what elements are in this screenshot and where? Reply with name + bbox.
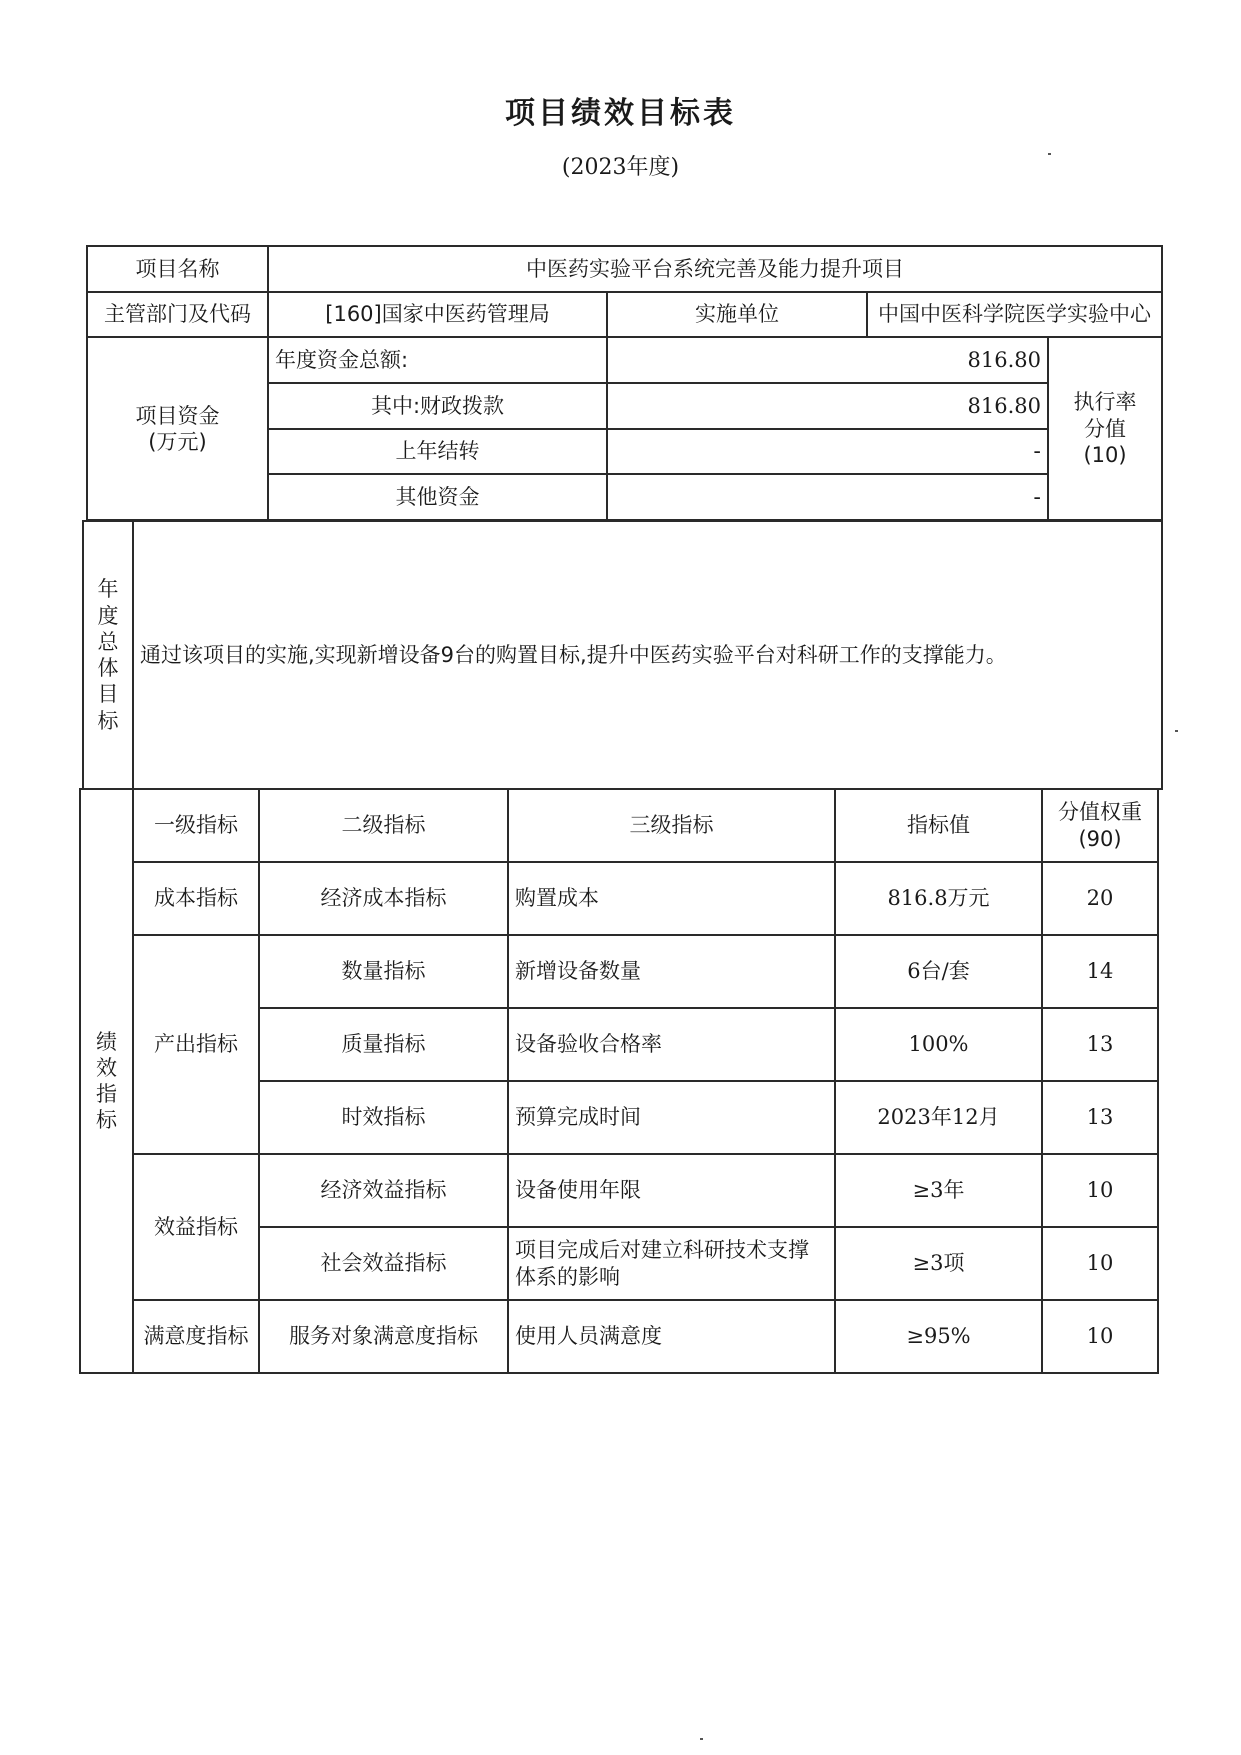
impl-value: 中国中医科学院医学实验中心 xyxy=(867,292,1162,338)
project-info-table xyxy=(86,245,1163,521)
project-name-label: 项目名称 xyxy=(87,246,268,292)
indicators-table xyxy=(79,788,1159,1374)
level3-cell: 购置成本 xyxy=(508,862,835,935)
level2-cell: 经济成本指标 xyxy=(259,862,508,935)
level3-cell: 使用人员满意度 xyxy=(508,1300,835,1373)
level2-cell: 经济效益指标 xyxy=(259,1154,508,1227)
weight-cell: 14 xyxy=(1042,935,1158,1008)
value-cell: 2023年12月 xyxy=(835,1081,1042,1154)
indicators-side-label xyxy=(80,789,133,1373)
page-title: 项目绩效目标表 xyxy=(505,96,736,131)
impl-label: 实施单位 xyxy=(607,292,867,338)
weight-cell: 13 xyxy=(1042,1008,1158,1081)
project-name-value: 中医药实验平台系统完善及能力提升项目 xyxy=(268,246,1162,292)
rate-line2: 分值 xyxy=(1084,416,1127,441)
weight-cell: 10 xyxy=(1042,1300,1158,1373)
group-output: 产出指标 xyxy=(133,935,259,1154)
weight-cell: 13 xyxy=(1042,1081,1158,1154)
scan-speck xyxy=(700,1738,703,1740)
funds-fiscal-label: 其中:财政拨款 xyxy=(268,383,607,429)
header-level1: 一级指标 xyxy=(133,789,259,862)
group-benefit: 效益指标 xyxy=(133,1154,259,1300)
goal-label-char: 年 xyxy=(97,577,119,602)
rate-line1: 执行率 xyxy=(1073,390,1137,415)
side-label-line1: 绩效 xyxy=(96,1029,117,1080)
header-weight-line2: (90) xyxy=(1078,826,1122,851)
value-cell: ≥3项 xyxy=(835,1227,1042,1300)
level3-cell: 预算完成时间 xyxy=(508,1081,835,1154)
goal-label-char: 度 xyxy=(97,603,119,628)
header-weight-line1: 分值权重 xyxy=(1058,800,1142,825)
dept-label: 主管部门及代码 xyxy=(87,292,268,338)
dept-value: [160]国家中医药管理局 xyxy=(268,292,607,338)
funds-total-value: 816.80 xyxy=(607,337,1048,383)
funds-carryover-label: 上年结转 xyxy=(268,429,607,475)
level2-cell: 时效指标 xyxy=(259,1081,508,1154)
funds-other-value: - xyxy=(607,474,1048,520)
group-satisfaction: 满意度指标 xyxy=(133,1300,259,1373)
funds-label-line1: 项目资金 xyxy=(135,403,220,428)
level2-cell: 数量指标 xyxy=(259,935,508,1008)
weight-cell: 20 xyxy=(1042,862,1158,935)
value-cell: ≥3年 xyxy=(835,1154,1042,1227)
funds-label xyxy=(87,337,268,520)
value-cell: 6台/套 xyxy=(835,935,1042,1008)
header-value: 指标值 xyxy=(835,789,1042,862)
level3-cell: 设备验收合格率 xyxy=(508,1008,835,1081)
funds-fiscal-value: 816.80 xyxy=(607,383,1048,429)
funds-other-label: 其他资金 xyxy=(268,474,607,520)
header-level3: 三级指标 xyxy=(508,789,835,862)
group-cost: 成本指标 xyxy=(133,862,259,935)
funds-carryover-value: - xyxy=(607,429,1048,475)
value-cell: 816.8万元 xyxy=(835,862,1042,935)
goal-label-char: 标 xyxy=(97,708,119,733)
table-row xyxy=(80,1154,1158,1227)
value-cell: 100% xyxy=(835,1008,1042,1081)
goal-label-char: 目 xyxy=(97,682,119,707)
level3-cell: 设备使用年限 xyxy=(508,1154,835,1227)
header-weight xyxy=(1042,789,1158,862)
level2-cell: 社会效益指标 xyxy=(259,1227,508,1300)
funds-label-line2: (万元) xyxy=(148,429,207,454)
annual-goal-text: 通过该项目的实施,实现新增设备9台的购置目标,提升中医药实验平台对科研工作的支撑能力。 xyxy=(133,521,1162,789)
execution-rate-score xyxy=(1048,337,1162,520)
level2-cell: 质量指标 xyxy=(259,1008,508,1081)
weight-cell: 10 xyxy=(1042,1227,1158,1300)
page-subtitle: (2023年度) xyxy=(561,155,680,180)
table-row xyxy=(80,1300,1158,1373)
annual-goal-label xyxy=(83,521,133,789)
level3-cell: 新增设备数量 xyxy=(508,935,835,1008)
funds-total-label: 年度资金总额: xyxy=(268,337,607,383)
scan-speck xyxy=(1048,153,1051,155)
level2-cell: 服务对象满意度指标 xyxy=(259,1300,508,1373)
header-level2: 二级指标 xyxy=(259,789,508,862)
table-row xyxy=(80,935,1158,1008)
scan-speck xyxy=(1175,730,1178,732)
annual-goal-table xyxy=(82,520,1163,790)
goal-label-char: 体 xyxy=(97,656,119,680)
weight-cell: 10 xyxy=(1042,1154,1158,1227)
table-row xyxy=(80,862,1158,935)
goal-label-char: 总 xyxy=(97,629,119,654)
level3-cell: 项目完成后对建立科研技术支撑体系的影响 xyxy=(508,1227,835,1300)
rate-line3: (10) xyxy=(1083,442,1127,467)
side-label-line2: 指标 xyxy=(96,1082,117,1133)
value-cell: ≥95% xyxy=(835,1300,1042,1373)
